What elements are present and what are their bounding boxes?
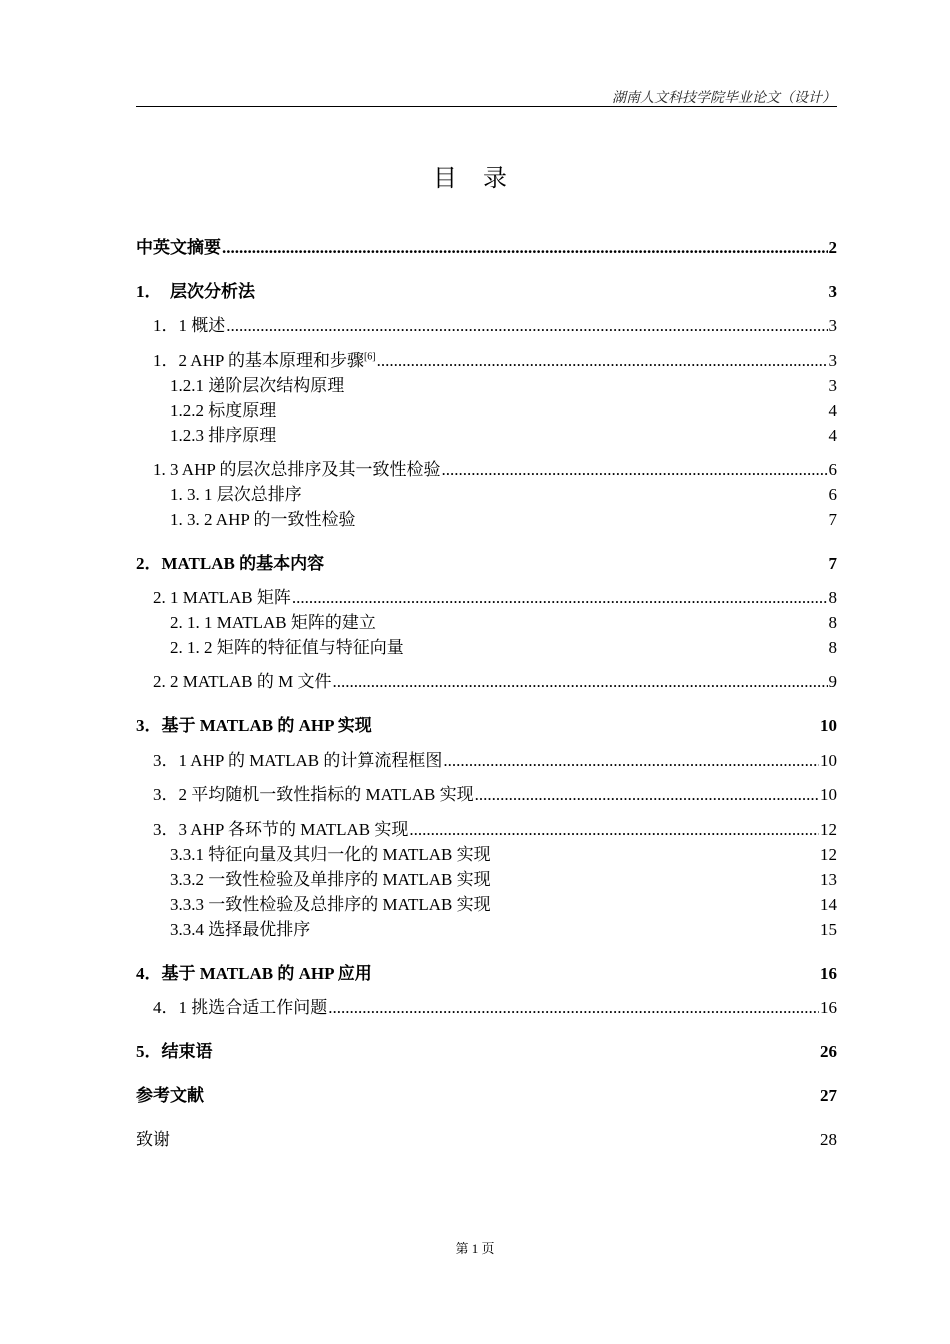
toc-entry-page: 3: [828, 316, 837, 335]
toc-entry-page: 8: [828, 613, 837, 632]
toc-entry[interactable]: [136, 583, 837, 608]
toc-entry-label: 1．1 概述: [153, 316, 226, 335]
toc-entry-page: 12: [820, 845, 837, 864]
toc-entry-label: 3．2 平均随机一致性指标的 MATLAB 实现: [153, 785, 474, 804]
toc-entry[interactable]: [136, 396, 837, 421]
toc-entry-label: 2. 1 MATLAB 矩阵: [153, 588, 291, 607]
toc-entry-page: 4: [828, 401, 837, 420]
toc-entry[interactable]: [136, 840, 837, 865]
toc-entry[interactable]: [136, 1037, 837, 1062]
toc-entry-page: 27: [820, 1086, 837, 1105]
citation-superscript: [6]: [363, 351, 376, 363]
toc-entry[interactable]: [136, 608, 837, 633]
toc-leader-dots: [328, 998, 819, 1018]
toc-leader-dots: [441, 460, 827, 480]
toc-entry-page: 6: [828, 460, 837, 479]
toc-entry[interactable]: [136, 890, 837, 915]
toc-entry[interactable]: [136, 480, 837, 505]
toc-entry-page: 26: [820, 1042, 837, 1061]
toc-entry-label: 3.3.2 一致性检验及单排序的 MATLAB 实现: [170, 870, 491, 889]
toc-entry[interactable]: [136, 421, 837, 446]
toc-leader-dots: [409, 820, 819, 840]
running-header: 湖南人文科技学院毕业论文（设计）: [612, 91, 836, 106]
toc-entry-label: 致谢: [136, 1130, 170, 1149]
toc-entry-page: 2: [828, 238, 837, 257]
toc-entry-page: 16: [820, 998, 837, 1017]
toc-leader-dots: [443, 751, 819, 771]
toc-entry[interactable]: [136, 277, 837, 302]
toc-entry-page: 14: [820, 895, 837, 914]
toc-entry[interactable]: [136, 346, 837, 371]
toc-entry-page: 12: [820, 820, 837, 839]
toc-entry-page: 9: [828, 672, 837, 691]
toc-entry-page: 3: [828, 351, 837, 370]
toc-leader-dots: [333, 672, 828, 692]
toc-entry-label: 参考文献: [136, 1086, 204, 1105]
header-rule: [136, 106, 837, 107]
toc-entry[interactable]: [136, 311, 837, 336]
toc-entry-page: 28: [820, 1130, 837, 1149]
toc-entry[interactable]: [136, 865, 837, 890]
toc-entry-label: 3.3.3 一致性检验及总排序的 MATLAB 实现: [170, 895, 491, 914]
toc-entry[interactable]: [136, 233, 837, 258]
toc-entry-page: 8: [828, 638, 837, 657]
toc-entry[interactable]: [136, 711, 837, 736]
toc-entry-label: 1.2.2 标度原理: [170, 401, 277, 420]
toc-entry[interactable]: [136, 993, 837, 1018]
toc-entry-label: 3．基于 MATLAB 的 AHP 实现: [136, 716, 372, 735]
toc-entry[interactable]: [136, 667, 837, 692]
toc-entry-page: 8: [828, 588, 837, 607]
toc-leader-dots: [292, 588, 828, 608]
toc-entry-label: 2. 2 MATLAB 的 M 文件: [153, 672, 332, 691]
toc-entry-label: 1. 3 AHP 的层次总排序及其一致性检验: [153, 460, 441, 479]
toc-entry[interactable]: [136, 633, 837, 658]
toc-entry-page: 7: [828, 510, 837, 529]
toc-entry[interactable]: [136, 371, 837, 396]
toc-entry-page: 13: [820, 870, 837, 889]
toc-entry-label: 3．1 AHP 的 MATLAB 的计算流程框图: [153, 751, 443, 770]
toc-entry-label: 4．1 挑选合适工作问题: [153, 998, 328, 1017]
toc-entry-label: 2．MATLAB 的基本内容: [136, 554, 325, 573]
toc-entry-page: 3: [828, 282, 837, 301]
toc-entry-label: 4．基于 MATLAB 的 AHP 应用: [136, 964, 372, 983]
toc-entry-label: 5．结束语: [136, 1042, 213, 1061]
toc-leader-dots: [377, 351, 828, 371]
toc-entry-label: 1.2.1 递阶层次结构原理: [170, 376, 345, 395]
toc-entry-label: 1．2 AHP 的基本原理和步骤[6]: [153, 351, 376, 370]
toc-entry-label: 1． 层次分析法: [136, 282, 255, 301]
toc-entry-page: 7: [828, 554, 837, 573]
toc-entry[interactable]: [136, 746, 837, 771]
page-title: 目 录: [433, 166, 517, 192]
toc-entry[interactable]: [136, 549, 837, 574]
toc-entry[interactable]: [136, 780, 837, 805]
toc-entry[interactable]: [136, 1081, 837, 1106]
page-number: 第 1 页: [455, 1241, 495, 1256]
toc-entry-label: 3.3.4 选择最优排序: [170, 920, 311, 939]
toc-entry-label: 1.2.3 排序原理: [170, 426, 277, 445]
toc-entry-page: 10: [820, 751, 837, 770]
toc-entry-page: 6: [828, 485, 837, 504]
toc-entry-label: 2. 1. 1 MATLAB 矩阵的建立: [170, 613, 376, 632]
toc-entry-page: 16: [820, 964, 837, 983]
toc-leader-dots: [475, 785, 819, 805]
toc-entry-label: 2. 1. 2 矩阵的特征值与特征向量: [170, 638, 404, 657]
toc-entry-label: 3.3.1 特征向量及其归一化的 MATLAB 实现: [170, 845, 491, 864]
toc-entry-label: 中英文摘要: [136, 238, 221, 257]
toc-entry-page: 10: [820, 716, 837, 735]
toc-entry[interactable]: [136, 1125, 837, 1150]
toc-leader-dots: [222, 238, 828, 258]
toc-entry[interactable]: [136, 505, 837, 530]
toc-entry-page: 3: [828, 376, 837, 395]
toc-entry-page: 10: [820, 785, 837, 804]
toc-entry[interactable]: [136, 455, 837, 480]
toc-entry[interactable]: [136, 815, 837, 840]
toc-entry-label: 1. 3. 1 层次总排序: [170, 485, 302, 504]
toc-entry-label: 3．3 AHP 各环节的 MATLAB 实现: [153, 820, 409, 839]
toc-leader-dots: [226, 316, 827, 336]
toc-entry-page: 4: [828, 426, 837, 445]
toc-entry-page: 15: [820, 920, 837, 939]
toc-entry[interactable]: [136, 959, 837, 984]
toc-entry-label: 1. 3. 2 AHP 的一致性检验: [170, 510, 356, 529]
toc-entry[interactable]: [136, 915, 837, 940]
